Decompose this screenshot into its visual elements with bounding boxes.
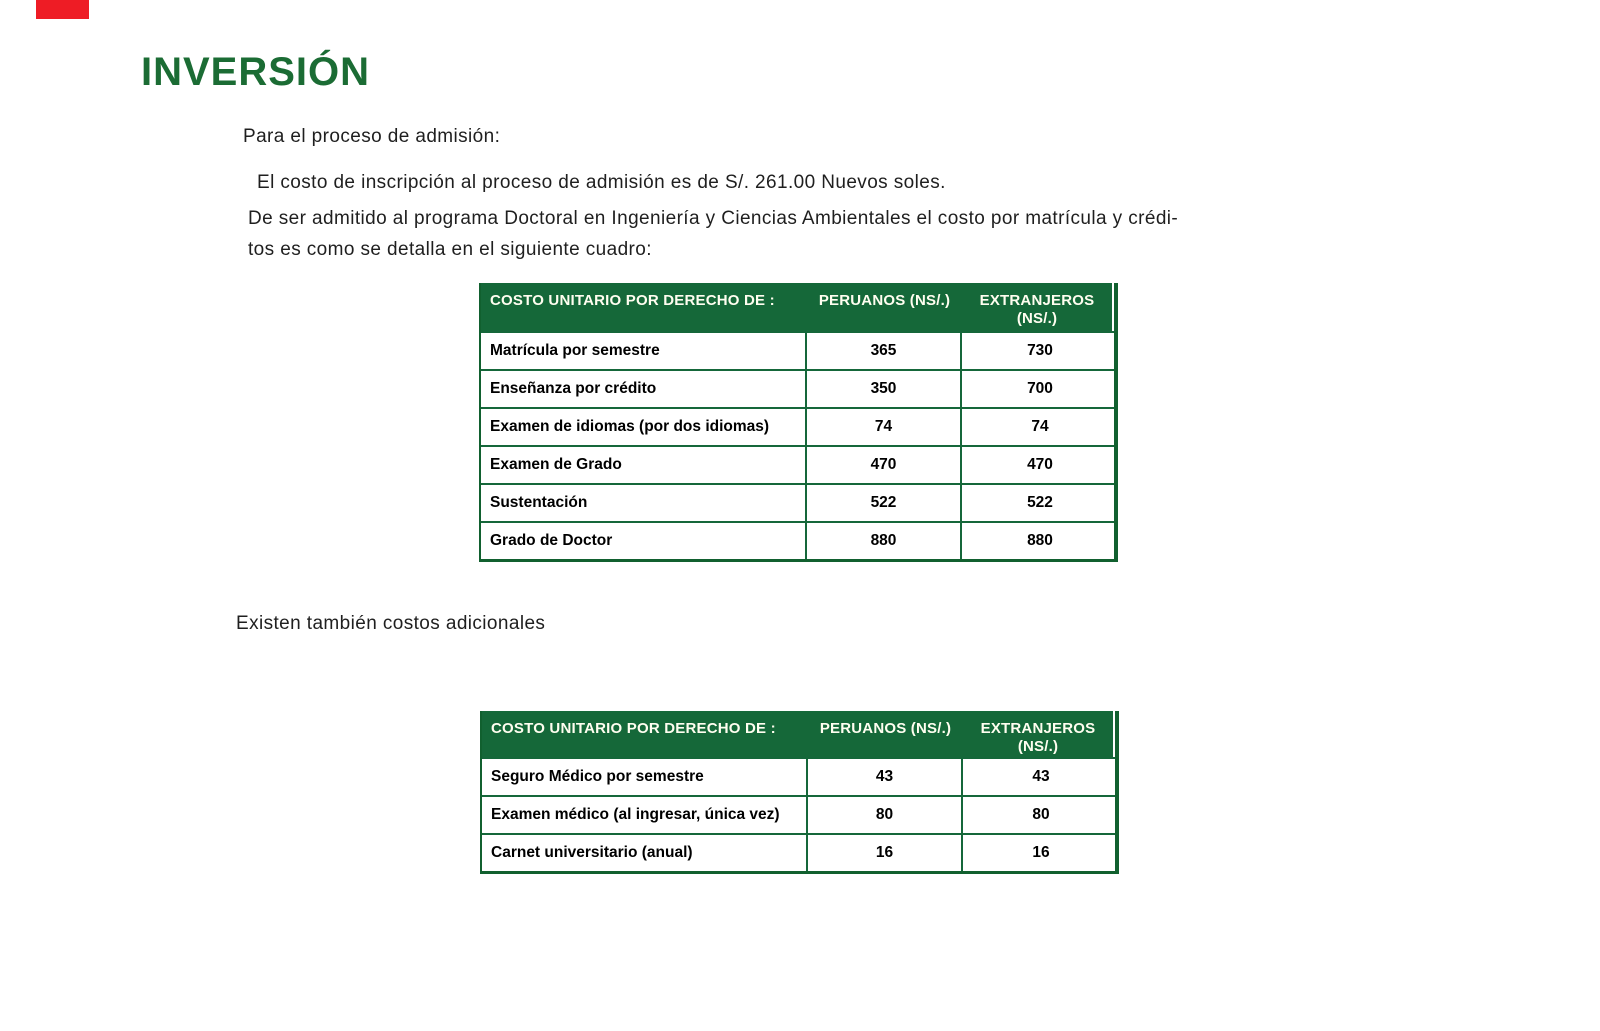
cell-concepto: Examen médico (al ingresar, única vez)	[482, 797, 808, 833]
table-header-row	[481, 283, 1112, 331]
cell-peruanos: 522	[807, 485, 962, 521]
header-cell-concepto: COSTO UNITARIO POR DERECHO DE :	[490, 292, 775, 309]
additional-costs-table	[480, 711, 1119, 874]
cell-concepto: Carnet universitario (anual)	[482, 835, 808, 871]
cell-peruanos: 16	[808, 835, 963, 871]
header-cell-peruanos: PERUANOS (NS/.)	[818, 292, 951, 309]
table-row	[481, 331, 1118, 369]
cell-extranjeros: 80	[1032, 806, 1050, 823]
red-marker	[36, 0, 89, 19]
cell-concepto: Enseñanza por crédito	[481, 371, 807, 407]
table-row	[481, 445, 1118, 483]
cell-concepto: Seguro Médico por semestre	[482, 759, 808, 795]
cell-concepto: Grado de Doctor	[481, 523, 807, 559]
table-row	[481, 521, 1118, 559]
intro-paragraph	[248, 204, 1178, 265]
intro-line-1: Para el proceso de admisión:	[243, 126, 501, 147]
table-row	[482, 795, 1119, 833]
table-row	[482, 833, 1119, 871]
header-cell-extranjeros-text: EXTRANJEROS (NS/.)	[979, 292, 1095, 327]
cell-extranjeros: 43	[1032, 768, 1050, 785]
table-right-border	[1114, 283, 1118, 559]
cell-concepto: Examen de Grado	[481, 447, 807, 483]
cell-extranjeros: 730	[1027, 342, 1053, 359]
intro-line-2: El costo de inscripción al proceso de admisión es de S/. 261.00 Nuevos soles.	[257, 172, 946, 193]
cell-extranjeros: 16	[1032, 844, 1050, 861]
header-cell-peruanos: PERUANOS (NS/.)	[819, 720, 952, 737]
cell-peruanos: 880	[807, 523, 962, 559]
table-row	[481, 407, 1118, 445]
cell-peruanos: 74	[807, 409, 962, 445]
cell-concepto: Examen de idiomas (por dos idiomas)	[481, 409, 807, 445]
table-row	[482, 757, 1119, 795]
table-row	[481, 483, 1118, 521]
table-right-border	[1115, 711, 1119, 871]
intro-line-3: De ser admitido al programa Doctoral en Ingeniería y Ciencias Ambientales el costo por matrícula y crédi-	[248, 208, 1179, 229]
cell-peruanos: 350	[807, 371, 962, 407]
additional-costs-note: Existen también costos adicionales	[236, 613, 546, 634]
header-cell-concepto: COSTO UNITARIO POR DERECHO DE :	[491, 720, 776, 737]
cell-peruanos: 365	[807, 333, 962, 369]
cell-extranjeros: 522	[1027, 494, 1053, 511]
header-cell-extranjeros-text: EXTRANJEROS (NS/.)	[980, 720, 1096, 755]
table-row	[481, 369, 1118, 407]
admission-costs-table	[479, 283, 1118, 562]
table-header-row	[482, 711, 1113, 757]
cell-extranjeros: 470	[1027, 456, 1053, 473]
intro-line-4: tos es como se detalla en el siguiente cuadro:	[248, 238, 652, 260]
page-title: INVERSIÓN	[141, 50, 371, 94]
cell-extranjeros: 74	[1031, 418, 1049, 435]
header-cell-extranjeros	[962, 283, 1112, 331]
cell-extranjeros: 700	[1027, 380, 1053, 397]
cell-peruanos: 43	[808, 759, 963, 795]
cell-peruanos: 80	[808, 797, 963, 833]
cell-peruanos: 470	[807, 447, 962, 483]
cell-concepto: Matrícula por semestre	[481, 333, 807, 369]
header-cell-extranjeros	[963, 711, 1113, 757]
cell-concepto: Sustentación	[481, 485, 807, 521]
cell-extranjeros: 880	[1027, 532, 1053, 549]
